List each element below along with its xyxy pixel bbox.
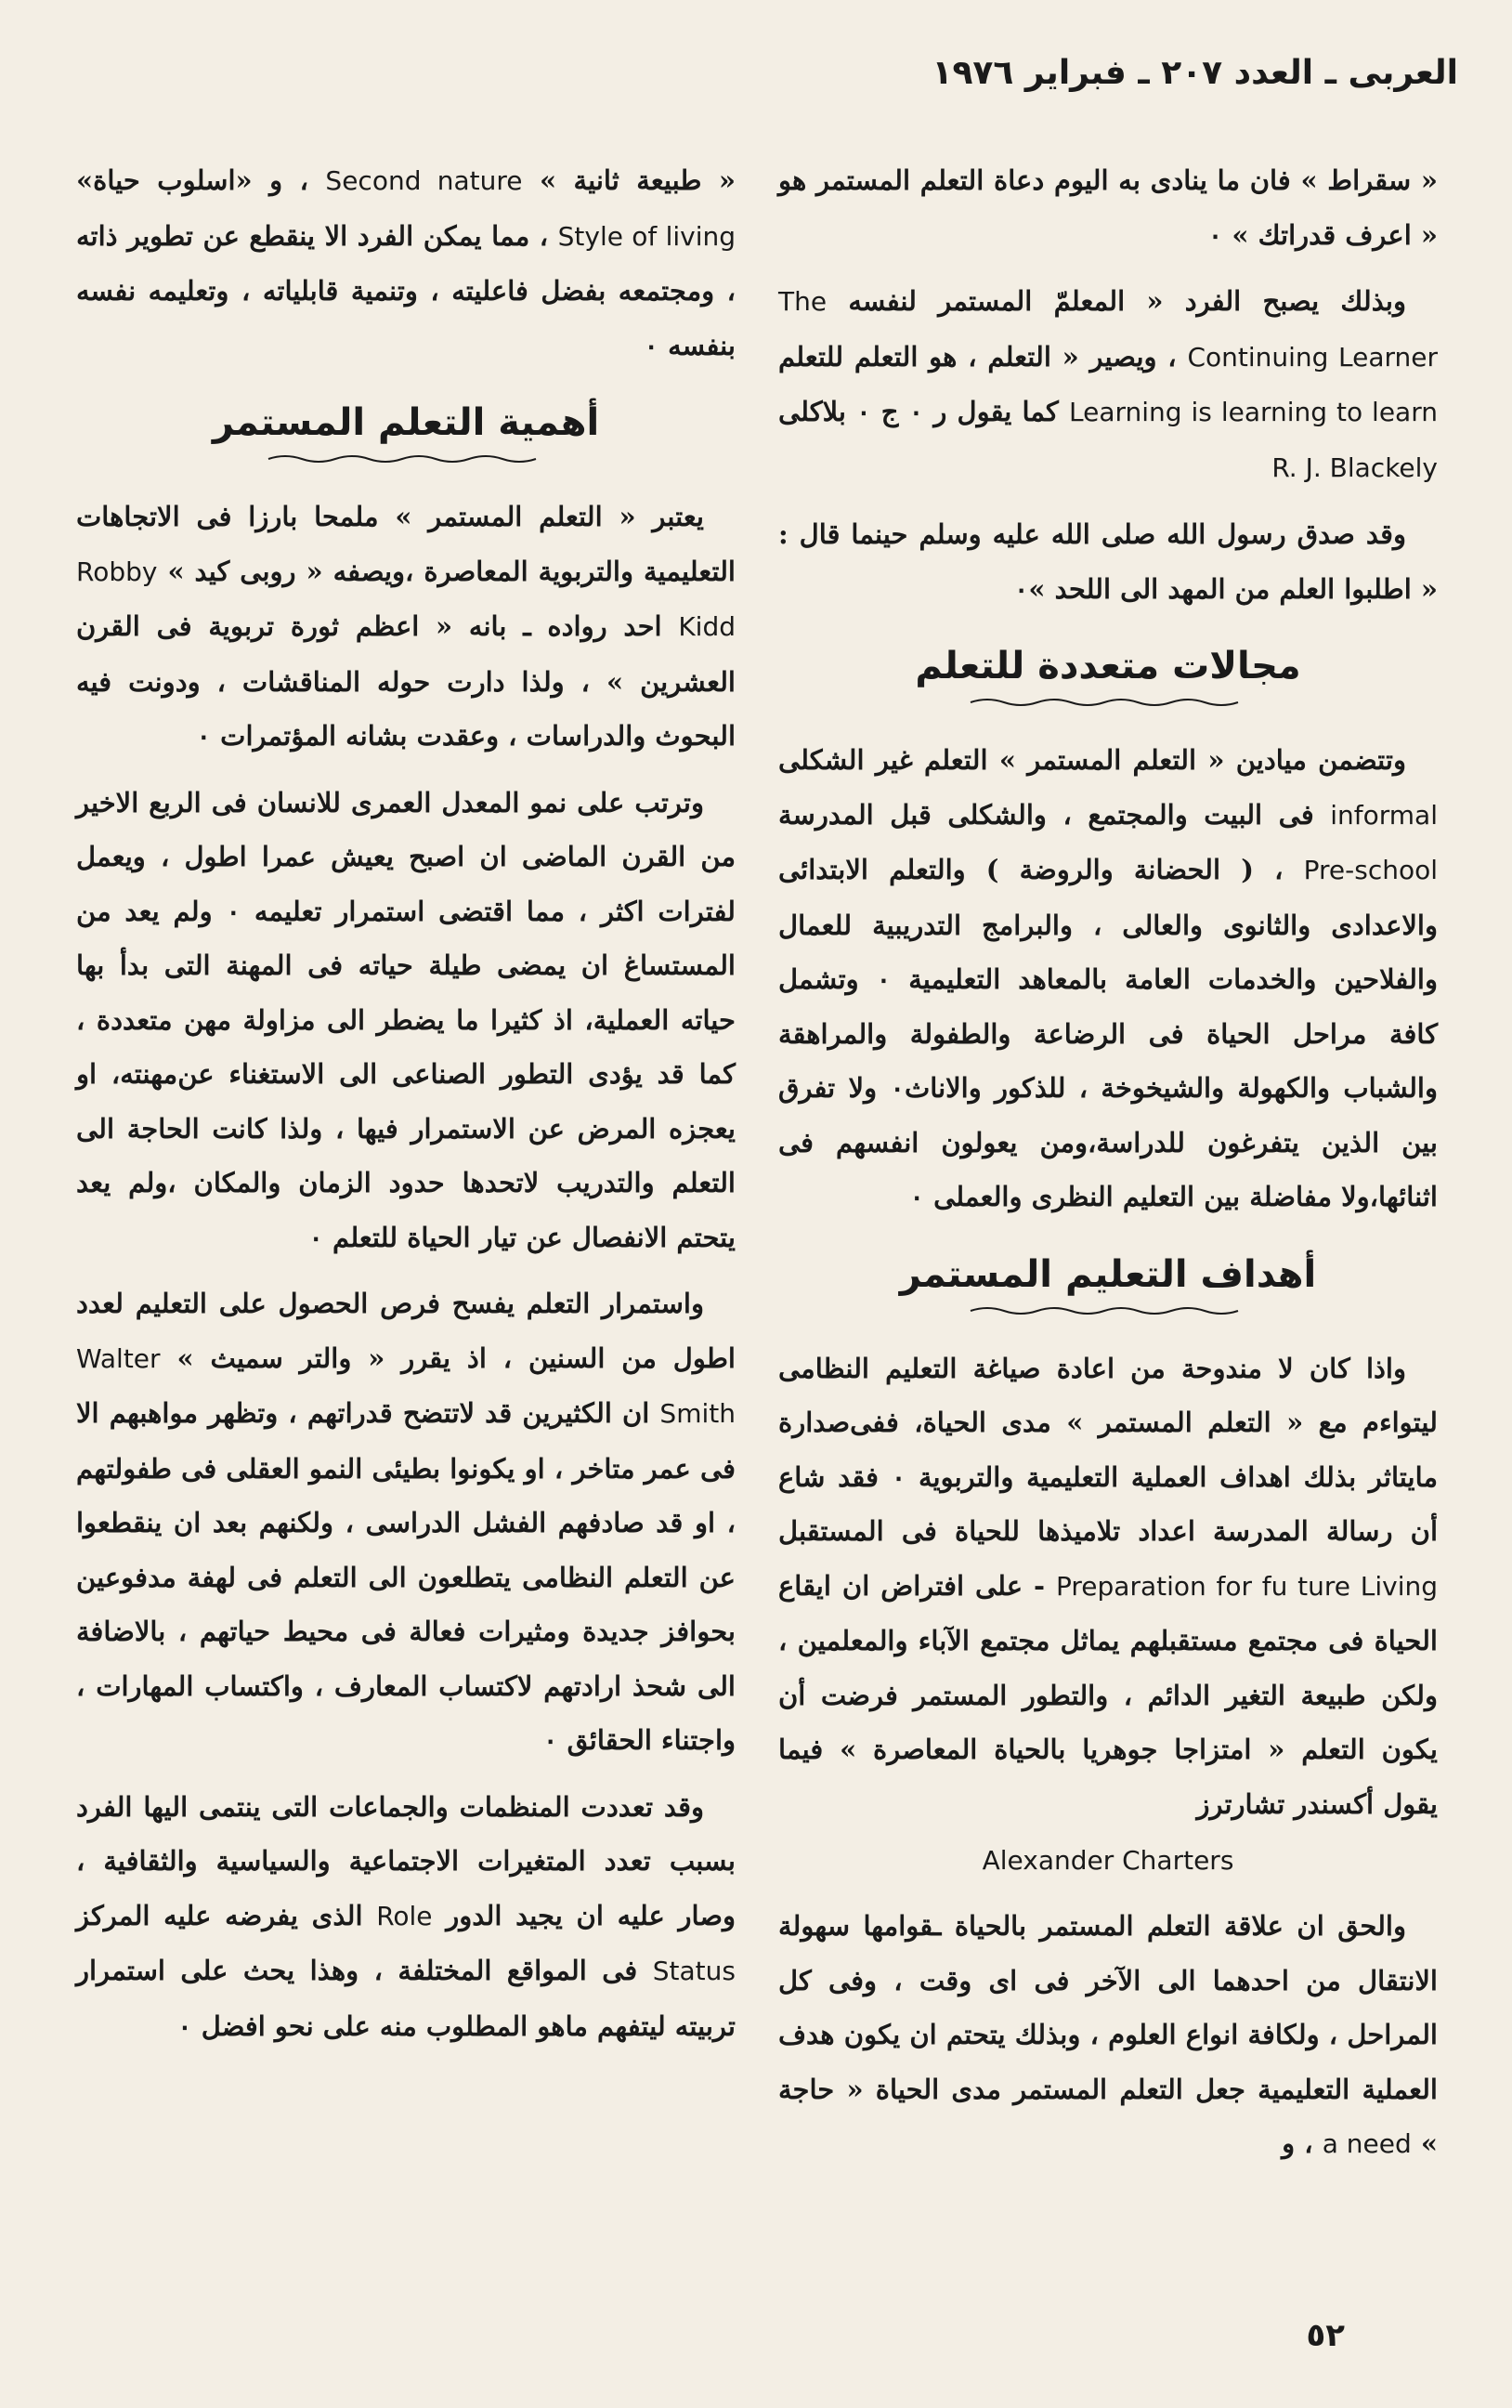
right-column	[778, 153, 1438, 2364]
latin-term: Learning is learning to learn	[1069, 397, 1438, 427]
paragraph: وبذلك يصبح الفرد « المعلمّ المستمر لنفسه The Continuing Learner ، ويصير « التعلم ، هو التعلم للتعلم Learning is learning to learn كما يقول ر ٠ ج ٠ بلاكلى R. J. Blackely	[778, 285, 1439, 483]
heading-underline	[267, 452, 545, 465]
paragraph: وترتب على نمو المعدل العمرى للانسان فى الربع الاخير من القرن الماضى ان اصبح يعيش عمرا اطول ، ويعمل لفترات اكثر ، مما اقتضى استمرار تعليمه ٠ ولم يعد من المستساغ ان يمضى طيلة حياته فى المهنة التى بدأ بها حياته العملية، اذ كثيرا ما يضطر الى مزاولة مهن متعددة ، كما قد يؤدى التطور الصناعى الى الاستغناء عن‌مهنته، او يعجزه المرض عن الاستمرار فيها ، ولذا كانت الحاجة الى التعلم والتدريب لاتحدها حدود الزمان والمكان ،ولم يعد يتحتم الانفصال عن تيار الحياة للتعلم ٠	[76, 786, 736, 1253]
latin-term: Walter Smith	[76, 1342, 736, 1429]
paragraph: واستمرار التعلم يفسح فرص الحصول على التعليم لعدد اطول من السنين ، اذ يقرر « والتر سميث » Walter Smith ان الكثيرين قد لاتتضح قدراتهم ، وتظهر مواهبهم الا فى عمر متاخر ، او يكونوا بطيئى النمو العقلى فى طفولتهم ، او قد صادفهم الفشل الدراسى ، ولكنهم بعد ان ينقطعوا عن التعلم النظامى يتطلعون الى التعلم فى لهفة مدفوعين بحوافز جديدة ومثيرات فعالة فى محيط حياتهم ، بالاضافة الى شحذ ارادتهم لاكتساب المعارف ، واكتساب المهارات ، واجتناء الحقائق ٠	[76, 1288, 736, 1756]
latin-term: Preparation for fu ture Living	[1056, 1570, 1438, 1602]
section-heading: أهمية التعلم المستمر	[212, 401, 600, 444]
paragraph: « طبيعة ثانية » Second nature ، و «اسلوب حياة» Style of living ، مما يمكن الفرد الا ينقطع عن تطوير ذاته ، ومجتمعه بفضل فاعليته ، وتنمية قابلياته ، وتعليمه نفسه بنفسه ٠	[76, 164, 736, 361]
latin-term: Style of living	[557, 220, 736, 252]
latin-term: informal	[1330, 799, 1438, 831]
paragraph: والحق ان علاقة التعلم المستمر بالحياة ـقوامها سهولة الانتقال من احدهما الى الآخر فى اى وقت ، وفى كل المراحل ، ولكافة انواع العلوم ، وبذلك يتحتم ان يكون هدف العملية التعليمية جعل التعلم المستمر مدى الحياة « حاجة » a need ، و	[778, 1910, 1438, 2159]
paragraph: يعتبر « التعلم المستمر » ملمحا بارزا فى الاتجاهات التعليمية والتربوية المعاصرة ،ويصفه « روبى كيد » Robby Kidd احد رواده ـ بانه « اعظم ثورة تربوية فى القرن العشرين » ، ولذا دارت حوله المناقشات ، ودونت فيه البحوث والدراسات ، وعقدت بشانه المؤتمرات ٠	[76, 501, 736, 752]
paragraph: وقد صدق رسول الله صلى الله عليه وسلم حينما قال : « اطلبوا العلم من المهد الى اللحد »٠	[778, 518, 1438, 605]
latin-term: Role	[376, 1900, 433, 1931]
latin-term: Status	[652, 1956, 736, 1986]
section-heading: مجالات متعددة للتعلم	[915, 645, 1301, 687]
author-name: Alexander Charters	[982, 1845, 1234, 1876]
section-heading: أهداف التعليم المستمر	[899, 1252, 1317, 1296]
paragraph: واذا كان لا مندوحة من اعادة صياغة التعليم النظامى ليتواءم مع « التعلم المستمر » مدى الحياة، ففى‌صدارة مايتاثر بذلك اهداف العملية التعليمية والتربوية ٠ فقد شاع أن رسالة المدرسة اعداد تلاميذها للحياة فى المستقبل Preparation for fu ture Living - على افتراض ان ايقاع الحياة فى مجتمع مستقبلهم يماثل مجتمع الآباء والمعلمين ، ولكن طبيعة التغير الدائم ، والتطور المستمر فرضت أن يكون التعلم « امتزاجا جوهريا بالحياة المعاصرة » فيما يقول أكسندر تشارترز	[778, 1352, 1439, 1820]
latin-term: Pre-school	[1303, 855, 1438, 885]
paragraph: « سقراط » فان ما ينادى به اليوم دعاة التعلم المستمر هو « اعرف قدراتك » ٠	[778, 164, 1438, 251]
heading-underline	[969, 696, 1247, 709]
latin-term: a need	[1322, 2128, 1412, 2159]
paragraph: وقد تعددت المنظمات والجماعات التى ينتمى اليها الفرد بسبب تعدد المتغيرات الاجتماعية والسياسية والثقافية ، وصار عليه ان يجيد الدور Role الذى يفرضه عليه المركز Status فى المواقع المختلفة ، وهذا يحث على استمرار تربيته ليتفهم ماهو المطلوب منه على نحو افضل ٠	[76, 1790, 736, 2042]
heading-underline	[969, 1304, 1247, 1317]
latin-term: The Continuing Learner	[778, 286, 1439, 373]
running-header: العربى ـ العدد ٢٠٧ ـ فبراير ١٩٧٦	[932, 54, 1458, 92]
latin-term: Robby Kidd	[76, 556, 736, 642]
latin-term: R. J. Blackely	[1271, 452, 1438, 483]
paragraph: وتتضمن ميادين « التعلم المستمر » التعلم غير الشكلى informal فى البيت والمجتمع ، والشكلى قبل المدرسة Pre-school ، ( الحضانة والروضة ) والتعلم الابتدائى والاعدادى والثانوى والعالى ، والبرامج التدريبية للعمال والفلاحين والخدمات العامة بالمعاهد التعليمية ٠ وتشمل كافة مراحل الحياة فى الرضاعة والطفولة والمراهقة والشباب والكهولة والشيخوخة ، للذكور والاناث٠ ولا تفرق بين الذين يتفرغون للدراسة،ومن يعولون انفسهم فى اثنائها،ولا مفاضلة بين التعليم النظرى والعملى ٠	[778, 744, 1438, 1212]
page-number: ٥٢	[1306, 2317, 1345, 2354]
latin-term: Second nature	[325, 165, 523, 196]
left-column	[76, 153, 736, 2364]
